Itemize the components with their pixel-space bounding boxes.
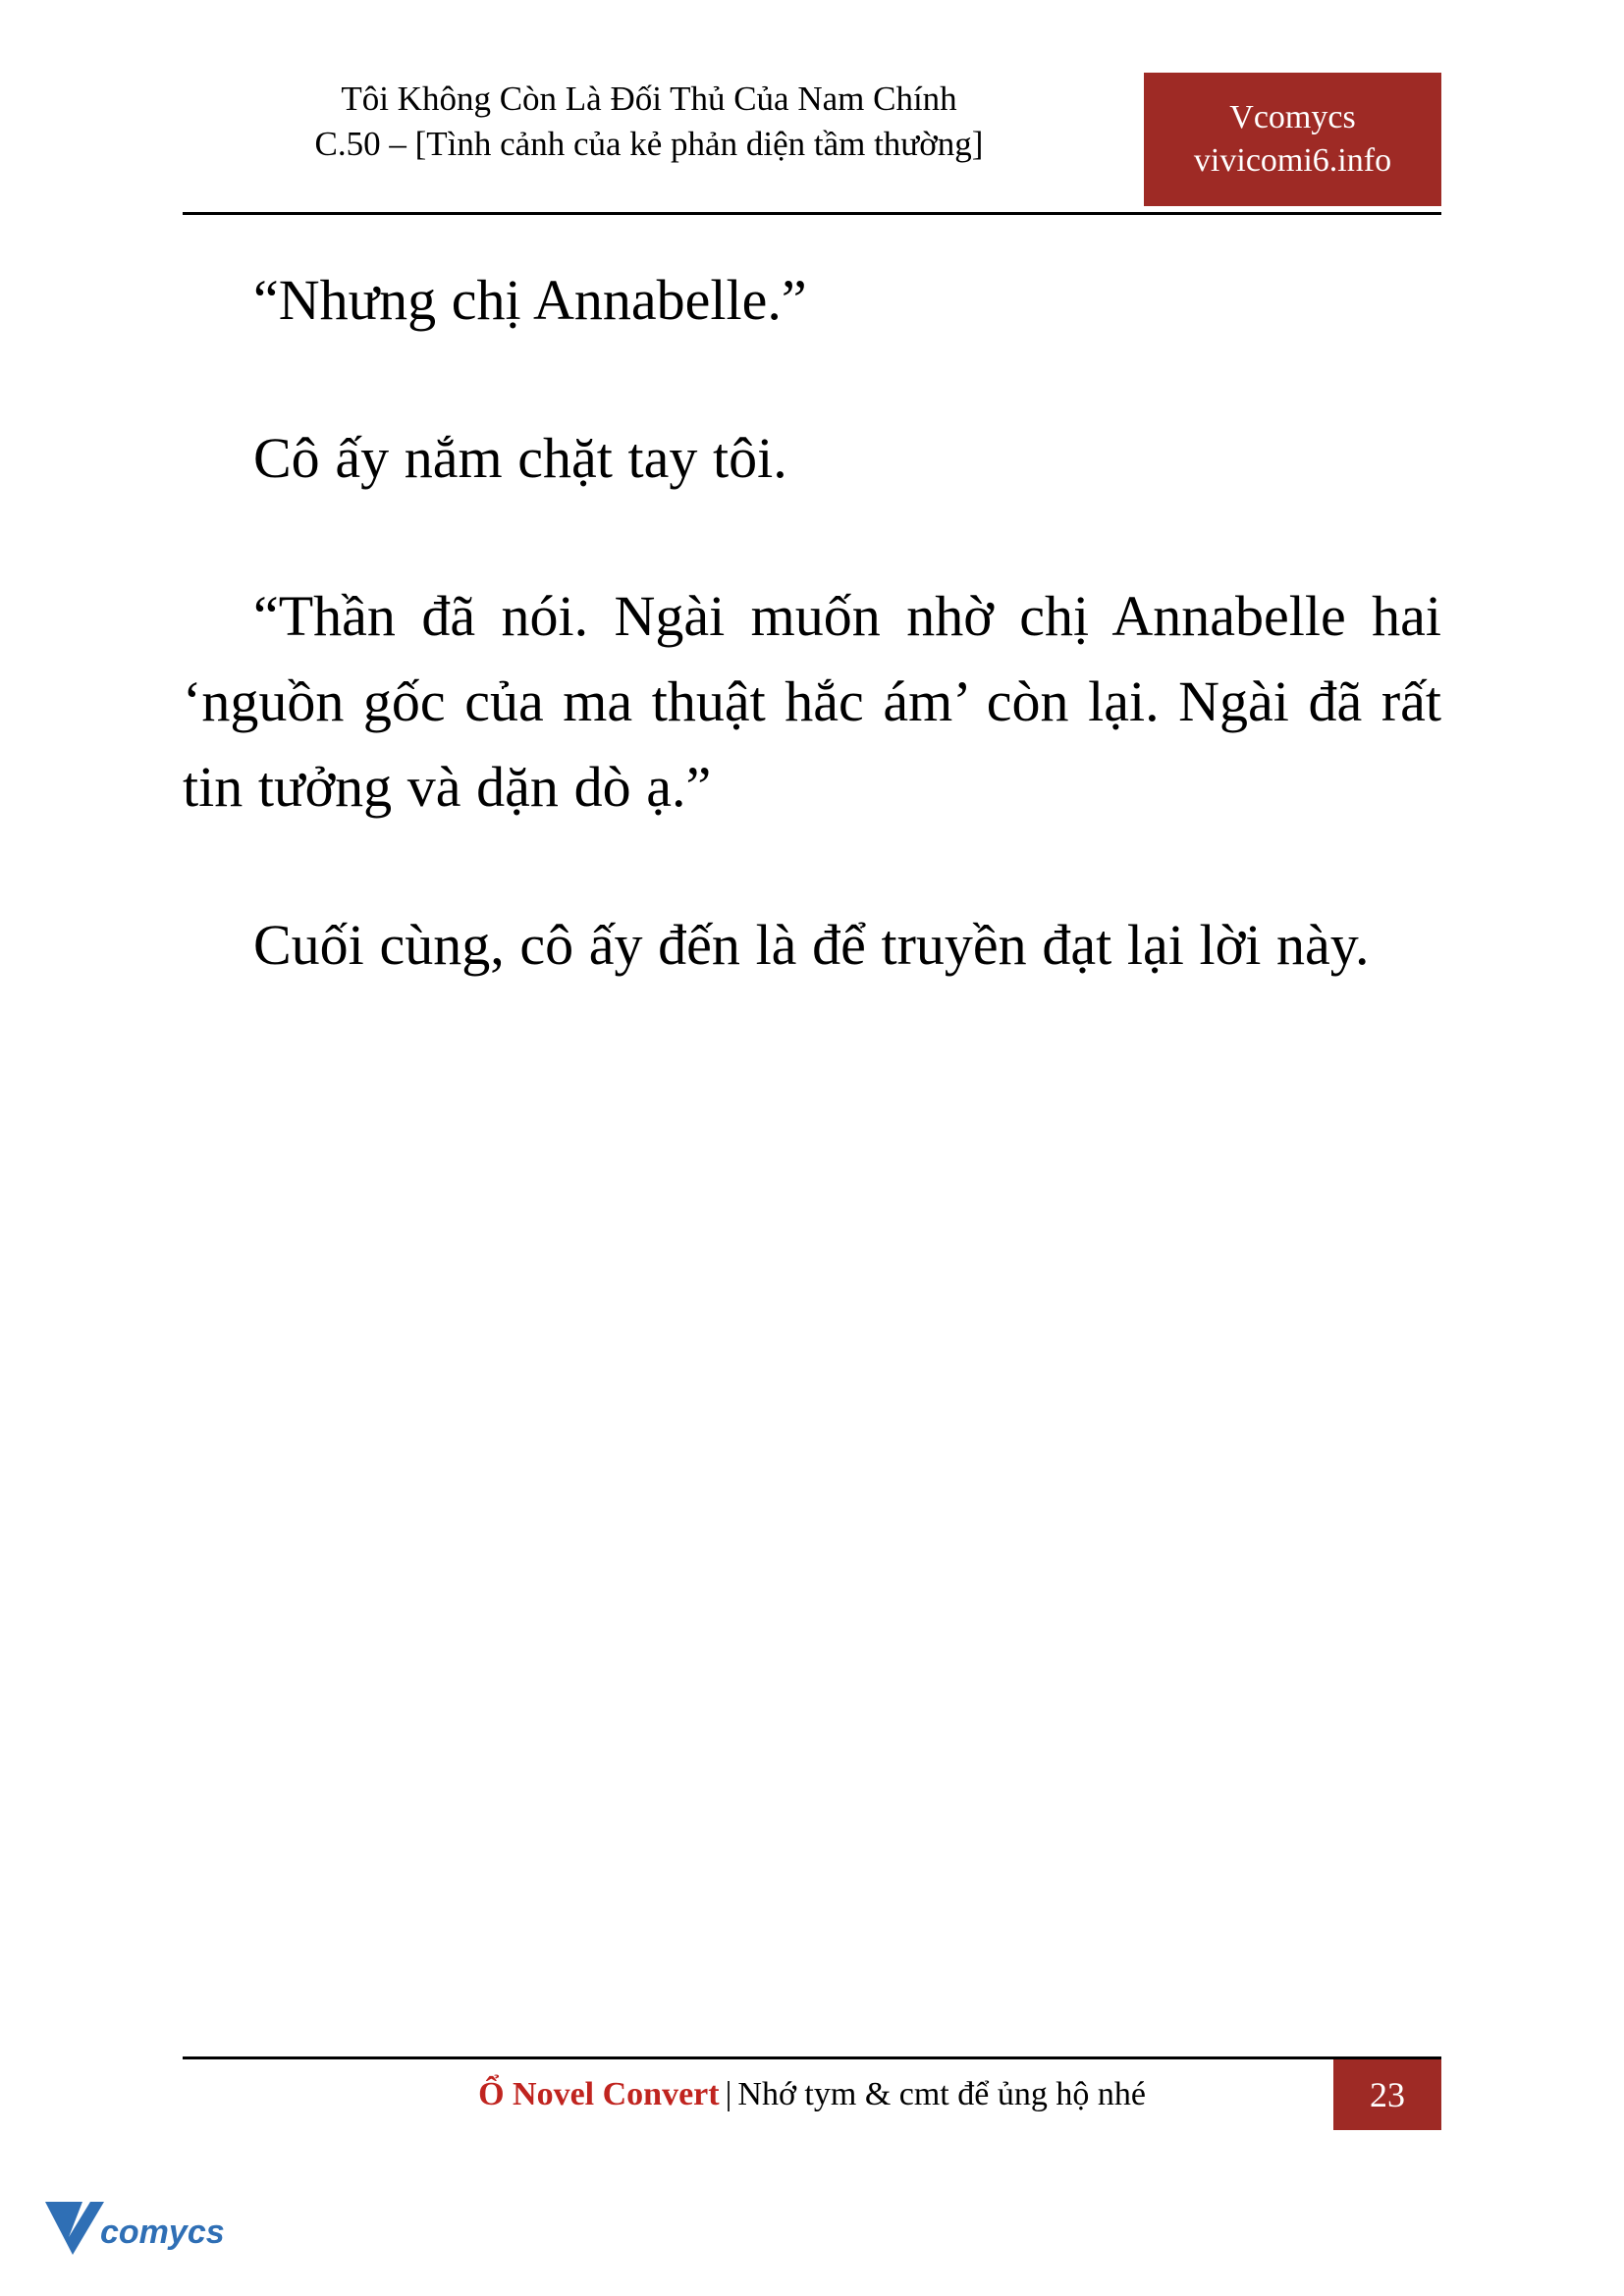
header-title-line-1: Tôi Không Còn Là Đối Thủ Của Nam Chính <box>341 80 957 118</box>
vcomycs-watermark-logo <box>39 2192 236 2269</box>
page-header <box>183 77 1441 214</box>
header-title <box>183 77 1115 166</box>
svg-text:comycs: comycs <box>100 2214 225 2251</box>
site-badge-name: Vcomycs <box>1229 99 1356 136</box>
footer-note: Nhớ tym & cmt để ủng hộ nhé <box>737 2076 1146 2112</box>
paragraph: Cuối cùng, cô ấy đến là để truyền đạt lại lời này. <box>253 913 1370 977</box>
site-badge-url: vivicomi6.info <box>1193 142 1392 179</box>
header-divider <box>183 212 1441 215</box>
page-number-badge: 23 <box>1333 2059 1441 2130</box>
footer-credit <box>183 2059 1441 2130</box>
page-content <box>183 257 1441 988</box>
site-badge <box>1144 73 1441 206</box>
page-footer <box>183 2056 1441 2145</box>
paragraph: Cô ấy nắm chặt tay tôi. <box>253 426 787 490</box>
footer-separator: | <box>725 2076 732 2112</box>
footer-brand: Ổ Novel Convert <box>478 2076 720 2112</box>
paragraph: “Thần đã nói. Ngài muốn nhờ chị Annabelle hai ‘nguồn gốc của ma thuật hắc ám’ còn lại. Ngài đã rất tin tưởng và dặn dò ạ.” <box>183 584 1441 819</box>
paragraph: “Nhưng chị Annabelle.” <box>253 268 807 332</box>
header-title-line-2: C.50 – [Tình cảnh của kẻ phản diện tầm thường] <box>314 124 984 163</box>
